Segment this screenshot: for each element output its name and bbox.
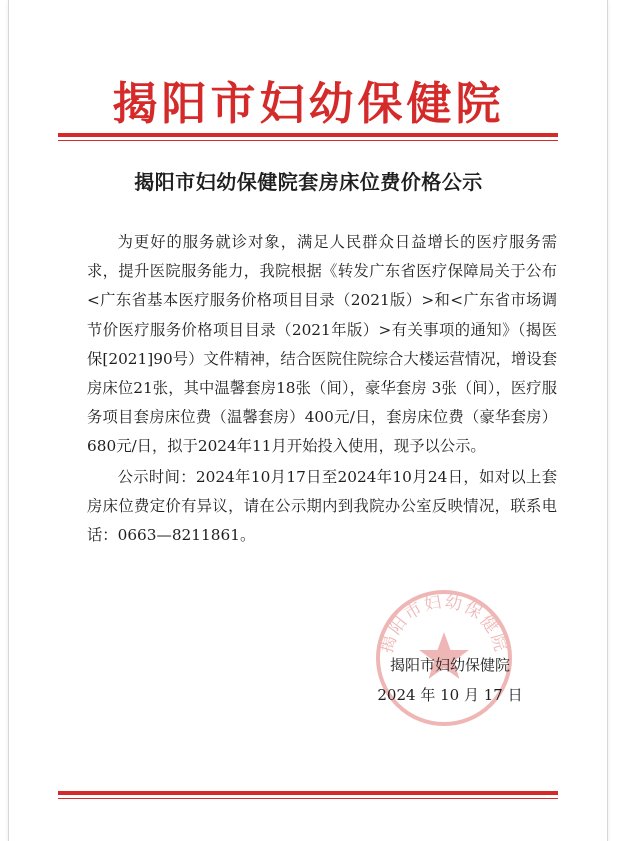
letterhead-rule-thin [58,140,558,141]
seal-text: 揭阳市妇幼保健院 [377,592,511,656]
document-body [87,228,557,551]
body-paragraph-2: 公示时间：2024年10月17日至2024年10月24日，如对以上套房床位费定价有异议，请在公示期内到我院办公室反映情况，联系电话：0663—8211861。 [87,467,557,545]
signature-org: 揭阳市妇幼保健院 [389,656,510,674]
footer-rule-thin [58,798,558,799]
footer-rule-thick [58,791,558,795]
letterhead-rule-thick [58,133,558,137]
letterhead-org-name: 揭阳市妇幼保健院 [112,77,505,130]
body-paragraph-1: 为更好的服务就诊对象，满足人民群众日益增长的医疗服务需求，提升医院服务能力，我院根据《转发广东省医疗保障局关于公布<广东省基本医疗服务价格项目目录（2021版）>和<广东省市场调节价医疗服务价格项目目录（2021年版）>有关事项的通知》（揭医保[2021]90号）文件精神，结合医院住院综合大楼运营情况，增设套房床位21张，其中温馨套房18张（间），豪华套房 3张（间），医疗服务项目套房床位费（温馨套房）400元/日，套房床位费（豪华套房）680元/日，拟于2024年11月开始投入使用，现予以公示。 [87,233,557,456]
document-title: 揭阳市妇幼保健院套房床位费价格公示 [134,170,483,194]
signature-date: 2024 年 10 月 17 日 [377,686,523,704]
